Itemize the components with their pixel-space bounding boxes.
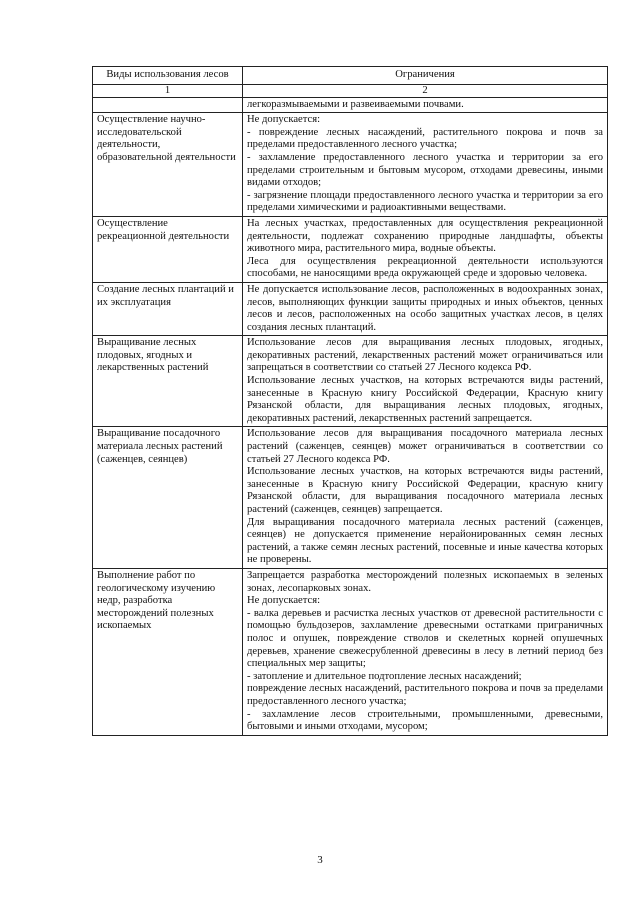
table-row — [93, 97, 608, 113]
restrictions-cell — [243, 568, 608, 735]
column-number-2: 2 — [243, 84, 608, 97]
restriction-paragraph: Не допускается использование лесов, расположенных в водоохранных зонах, лесов, выполняющих функции защиты природных и иных объектов, ценных лесов и лесов, расположенных на особо защитных участках лесов, в целях создания лесных плантаций. — [247, 283, 603, 333]
restriction-paragraph: повреждение лесных насаждений, растительного покрова и почв за пределами предоставленного лесного участка; — [247, 683, 603, 707]
restriction-paragraph: - захламление лесов строительными, промышленными, древесными, бытовыми и иными отходами, мусором; — [247, 708, 603, 733]
restrictions-cell — [243, 113, 608, 217]
restriction-paragraph: легкоразмываемыми и развеиваемыми почвами. — [247, 98, 464, 110]
restriction-paragraph: Использование лесов для выращивания посадочного материала лесных растений (саженцев, сеянцев) может ограничиваться в соответствии со статьей 27 Лесного кодекса РФ. — [247, 428, 603, 465]
header-restrictions: Ограничения — [243, 67, 608, 85]
restriction-paragraph: Использование лесов для выращивания лесных плодовых, ягодных, декоративных растений, лекарственных растений может ограничиваться или запрещаться в соответствии со статьей 27 Лесного кодекса РФ. — [247, 337, 603, 374]
restriction-paragraph: Не допускается: — [247, 114, 321, 126]
restriction-paragraph: Использование лесных участков, на которых встречаются виды растений, занесенные в Красную книгу Российской Федерации, красную книгу Рязанской области, для выращивания посадочного материала лесных растений (саженцев, сеянцев) запрещается. — [247, 466, 603, 515]
restriction-paragraph: Использование лесных участков, на которых встречаются виды растений, занесенные в Красную книгу Российской Федерации, Красную книгу Рязанской области, для выращивания лесных плодовых, ягодных, декоративных растений, лекарственных растений запрещается. — [247, 375, 603, 424]
table-row — [93, 216, 608, 282]
table-row — [93, 113, 608, 217]
usage-type-cell: Создание лесных плантаций и их эксплуатация — [93, 282, 243, 335]
restriction-paragraph: На лесных участках, предоставленных для осуществления рекреационной деятельности, подлежат сохранению природные ландшафты, объекты животного мира, растительного мира, водные объекты. — [247, 217, 603, 255]
restrictions-cell — [243, 282, 608, 335]
restrictions-cell — [243, 427, 608, 569]
document-page — [92, 66, 607, 736]
restrictions-cell — [243, 336, 608, 427]
restriction-paragraph: - затопление и длительное подтопление лесных насаждений; — [247, 670, 522, 682]
usage-type-cell: Осуществление рекреационной деятельности — [93, 216, 243, 282]
restriction-paragraph: - валка деревьев и расчистка лесных участков от древесной растительности с помощью бульдозеров, захламление древесными остатками приграничных полос и опушек, повреждение стволов и скелетных корней опушечных деревьев, хранение свежесрубленной древесины в лесу в летний период без специальных мер защиты; — [247, 607, 603, 670]
restriction-paragraph: - захламление предоставленного лесного участка и территории за его пределами строительным и бытовым мусором, отходами древесины, иными видами отходов; — [247, 151, 603, 189]
usage-type-cell — [93, 97, 243, 113]
page-number: 3 — [317, 854, 323, 866]
table-row — [93, 282, 608, 335]
restriction-paragraph: - загрязнение площади предоставленного лесного участка и территории за его пределами химическими и радиоактивными веществами. — [247, 189, 603, 214]
restrictions-table — [92, 66, 608, 736]
restriction-paragraph: - повреждение лесных насаждений, растительного покрова и почв за пределами предоставленного лесного участка; — [247, 126, 603, 151]
table-row — [93, 568, 608, 735]
usage-type-cell: Выращивание лесных плодовых, ягодных и лекарственных растений — [93, 336, 243, 427]
usage-type-cell: Осуществление научно-исследовательской деятельности, образовательной деятельности — [93, 113, 243, 217]
usage-type-cell: Выращивание посадочного материала лесных растений (саженцев, сеянцев) — [93, 427, 243, 569]
restriction-paragraph: Запрещается разработка месторождений полезных ископаемых в зеленых зонах, лесопарковых зонах. — [247, 569, 603, 594]
restriction-paragraph: Не допускается: — [247, 595, 321, 607]
usage-type-cell: Выполнение работ по геологическому изучению недр, разработка месторождений полезных ископаемых — [93, 568, 243, 735]
header-usage-type: Виды использования лесов — [93, 67, 243, 85]
table-row — [93, 427, 608, 569]
restrictions-cell — [243, 97, 608, 113]
restrictions-cell — [243, 216, 608, 282]
column-number-row — [93, 84, 608, 97]
header-row — [93, 67, 608, 85]
table-body — [93, 97, 608, 735]
table-row — [93, 336, 608, 427]
restriction-paragraph: Леса для осуществления рекреационной деятельности используются способами, не наносящими вреда окружающей среде и здоровью человека. — [247, 255, 603, 280]
restriction-paragraph: Для выращивания посадочного материала лесных растений (саженцев, сеянцев) не допускается применение нерайонированных семян лесных растений, а также семян лесных растений, посевные и иные качества которых не проверены. — [247, 516, 603, 566]
column-number-1: 1 — [93, 84, 243, 97]
